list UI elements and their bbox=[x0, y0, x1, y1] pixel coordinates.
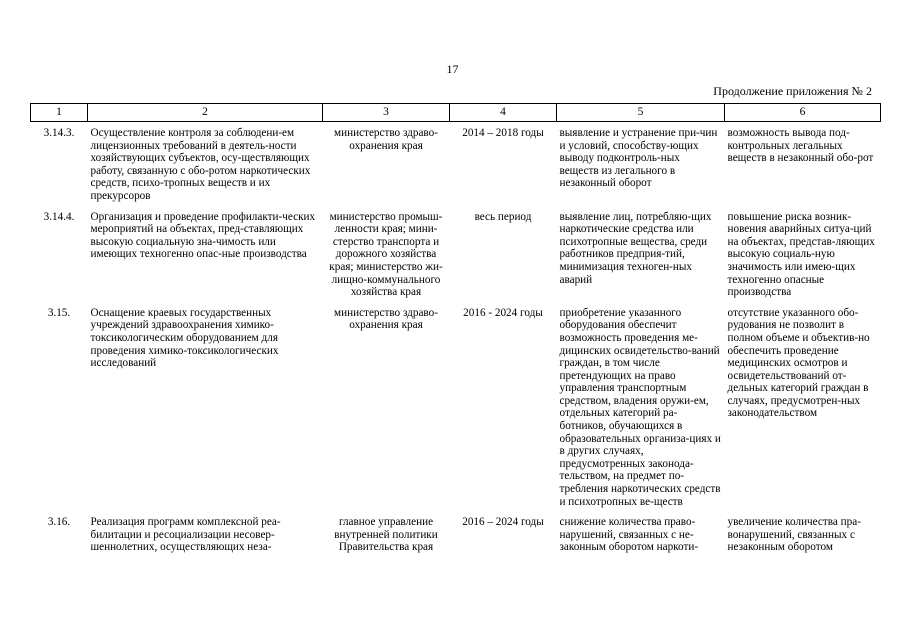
row-period: 2016 – 2024 годы bbox=[462, 516, 544, 529]
program-table bbox=[30, 103, 881, 557]
header-col-6: 6 bbox=[725, 104, 881, 122]
row-number: 3.14.3. bbox=[43, 127, 75, 139]
row-number: 3.16. bbox=[47, 516, 71, 529]
row-executor: министерство промыш-ленности края; мини-стерство транспорта и дорожного хозяйства края; министерство жи-лищно-коммунального хозяйства края bbox=[329, 210, 443, 299]
row-result: снижение количества право-нарушений, связанных с не-законным оборотом наркоти- bbox=[559, 516, 699, 554]
row-consequence: отсутствие указанного обо-рудования не позволит в полном объеме и объектив-но обеспечить проведение медицинских осмотров и освидетельствований от-дельных категорий граждан в случаях, предусмотрен-ных законодательством bbox=[727, 306, 870, 420]
table-row bbox=[31, 302, 881, 512]
table-row bbox=[31, 206, 881, 302]
page-number: 17 bbox=[446, 62, 459, 76]
row-period: 2016 - 2024 годы bbox=[463, 306, 543, 319]
header-col-4: 4 bbox=[450, 104, 557, 122]
row-executor: главное управление внутренней политики Правительства края bbox=[334, 516, 438, 554]
row-executor: министерство здраво-охранения края bbox=[334, 127, 438, 152]
row-measure: Организация и проведение профилакти-ческих мероприятий на объектах, пред-ставляющих высокую социальную зна-чимость или имеющих техногенно опас-ные производства bbox=[90, 210, 316, 261]
table-row bbox=[31, 122, 881, 206]
row-consequence: увеличение количества пра-вонарушений, связанных с незаконным оборотом bbox=[727, 516, 861, 554]
row-result: выявление лиц, потребляю-щих наркотические средства или психотропные вещества, среди работников предприя-тий, минимизация техноген-ных аварий bbox=[559, 210, 712, 286]
header-col-1: 1 bbox=[31, 104, 88, 122]
header-col-5: 5 bbox=[557, 104, 725, 122]
row-result: выявление и устранение при-чин и условий, способству-ющих выводу подконтроль-ных веществ из легального в незаконный оборот bbox=[559, 127, 718, 190]
row-measure: Оснащение краевых государственных учреждений здравоохранения химико-токсикологическим оборудованием для проведения химико-токсикологических исследований bbox=[90, 306, 279, 370]
row-period: весь период bbox=[474, 210, 532, 223]
row-number: 3.14.4. bbox=[43, 210, 75, 223]
row-consequence: повышение риска возник-новения аварийных ситуа-ций на объектах, представ-ляющих высокую социаль-ную значимость или имею-щих техногенно опасные производства bbox=[727, 210, 875, 299]
appendix-caption: Продолжение приложения № 2 bbox=[713, 84, 872, 98]
table-row bbox=[31, 511, 881, 557]
row-number: 3.15. bbox=[47, 306, 71, 319]
row-measure: Осуществление контроля за соблюдени-ем лицензионных требований в деятель-ности хозяйствующих субъектов, осу-ществляющих работу, связанную с обо-ротом наркотических средств, психо-тропных веществ и их прекурсоров bbox=[90, 127, 311, 202]
row-period: 2014 – 2018 годы bbox=[462, 127, 544, 139]
row-consequence: возможность вывода под-контрольных легальных веществ в незаконный обо-рот bbox=[727, 127, 874, 165]
row-executor: министерство здраво-охранения края bbox=[334, 306, 438, 332]
row-measure: Реализация программ комплексной реа-билитации и ресоциализации несовер-шеннолетних, осуществляющих неза- bbox=[90, 516, 281, 554]
header-col-2: 2 bbox=[88, 104, 323, 122]
row-result: приобретение указанного оборудования обеспечит возможность проведения ме-дицинских освидетельство-ваний граждан, в том числе претендующих на право управления транспортным средством, владения оружи-ем, отдельных категорий ра-ботников, обучающихся в образовательных организа-циях и в других случаях, предусмотренных законода-тельством, на предмет по-требления наркотических средств и психотропных ве-ществ bbox=[559, 306, 721, 508]
header-row bbox=[31, 104, 881, 122]
header-col-3: 3 bbox=[323, 104, 450, 122]
